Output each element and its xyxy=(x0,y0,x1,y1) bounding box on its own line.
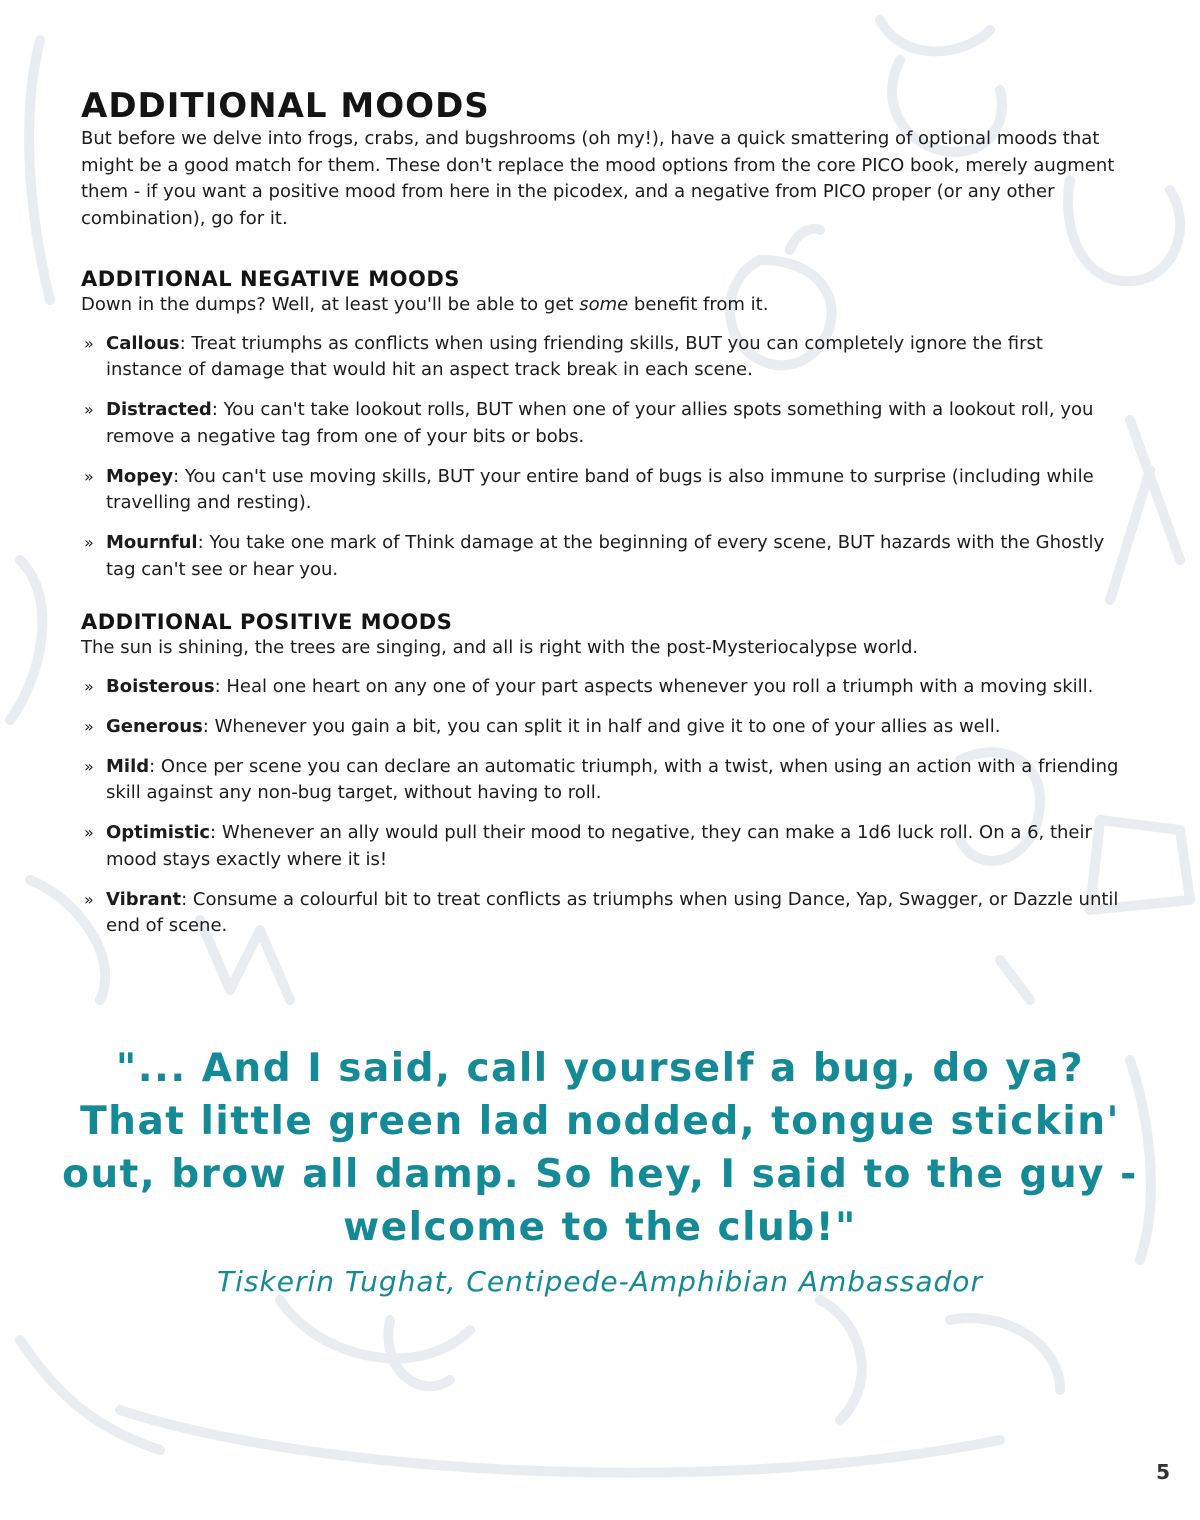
mood-description: : Whenever an ally would pull their mood to negative, they can make a 1d6 luck roll. On a 6, their mood stays exactly where it is! xyxy=(106,822,1092,870)
bullet-icon: » xyxy=(84,333,94,353)
bullet-icon: » xyxy=(84,823,94,842)
mood-name: Generous xyxy=(106,715,203,737)
mood-description: : You can't take lookout rolls, BUT when one of your allies spots something with a lookout roll, you remove a negative tag from one of your bits or bobs. xyxy=(106,399,1094,447)
bullet-icon: » xyxy=(84,676,94,696)
mood-description: : Consume a colourful bit to treat conflicts as triumphs when using Dance, Yap, Swagger, or Dazzle until end of scene. xyxy=(106,888,1119,936)
page-number: 5 xyxy=(1156,1460,1170,1484)
mood-description: : You take one mark of Think damage at the beginning of every scene, BUT hazards with the Ghostly tag can't see or hear you. xyxy=(106,532,1105,580)
mood-description: : Once per scene you can declare an automatic triumph, with a twist, when using an action with a friending skill against any non-bug target, without having to roll. xyxy=(106,755,1119,803)
list-item xyxy=(81,887,1121,940)
negative-moods-heading: ADDITIONAL NEGATIVE MOODS xyxy=(81,267,460,291)
bullet-icon: » xyxy=(84,716,94,736)
subtitle-text: benefit from it. xyxy=(628,294,769,315)
mood-description: : Whenever you gain a bit, you can split it in half and give it to one of your allies as well. xyxy=(202,715,1001,737)
bullet-icon: » xyxy=(84,533,94,552)
list-item xyxy=(81,331,1121,384)
quote-attribution: Tiskerin Tughat, Centipede-Amphibian Ambassador xyxy=(217,1265,983,1298)
list-item xyxy=(81,820,1121,873)
bullet-icon: » xyxy=(84,400,94,419)
page-title: ADDITIONAL MOODS xyxy=(81,86,490,126)
mood-name: Boisterous xyxy=(106,675,215,697)
bullet-icon: » xyxy=(84,889,94,909)
bullet-icon: » xyxy=(84,756,94,776)
list-item xyxy=(81,714,1121,741)
subtitle-emphasis: some xyxy=(579,294,629,315)
positive-moods-heading: ADDITIONAL POSITIVE MOODS xyxy=(81,610,453,634)
positive-moods-subtitle: The sun is shining, the trees are singing, and all is right with the post-Mysteriocalypse world. xyxy=(81,637,919,658)
list-item xyxy=(81,397,1121,450)
negative-moods-subtitle xyxy=(81,292,1121,319)
mood-name: Mild xyxy=(106,755,150,777)
mood-name: Vibrant xyxy=(106,888,182,910)
main-content xyxy=(81,86,1121,966)
mood-description: : Treat triumphs as conflicts when using friending skills, BUT you can completely ignore the first instance of damage that would hit an aspect track break in each scene. xyxy=(106,332,1043,380)
negative-moods-list xyxy=(81,331,1121,584)
mood-name: Mournful xyxy=(106,532,198,553)
pull-quote: "... And I said, call yourself a bug, do ya? That little green lad nodded, tongue stickin' out, brow all damp. So hey, I said to the guy - welcome to the club!" xyxy=(62,1046,1138,1250)
mood-description: : Heal one heart on any one of your part aspects whenever you roll a triumph with a moving skill. xyxy=(214,675,1094,697)
intro-paragraph: But before we delve into frogs, crabs, and bugshrooms (oh my!), have a quick smattering of optional moods that might be a good match for them. These don't replace the mood options from the core PICO book, merely augment them - if you want a positive mood from here in the picodex, and a negative from PICO proper (or any other combination), go for it. xyxy=(81,128,1115,229)
bullet-icon: » xyxy=(84,466,94,486)
mood-name: Optimistic xyxy=(106,822,211,843)
list-item xyxy=(81,674,1121,701)
list-item xyxy=(81,464,1121,517)
positive-moods-list xyxy=(81,674,1121,940)
list-item xyxy=(81,754,1121,807)
mood-name: Distracted xyxy=(106,399,212,420)
mood-name: Mopey xyxy=(106,465,174,487)
subtitle-text: Down in the dumps? Well, at least you'll be able to get xyxy=(81,294,580,315)
mood-description: : You can't use moving skills, BUT your entire band of bugs is also immune to surprise (including while travelling and resting). xyxy=(106,465,1094,513)
list-item xyxy=(81,530,1121,583)
mood-name: Callous xyxy=(106,332,180,354)
